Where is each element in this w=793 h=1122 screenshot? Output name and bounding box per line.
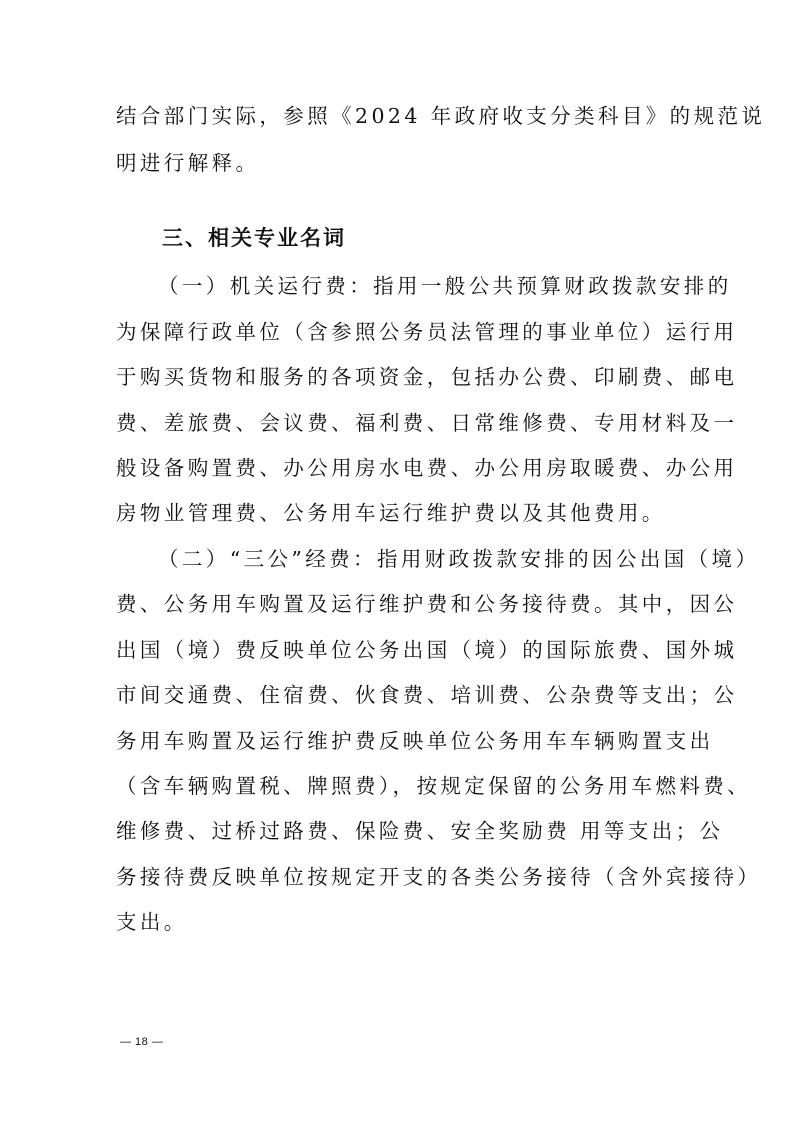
paragraph-2-line-3: 出国（境）费反映单位公务出国（境）的国际旅费、国外城	[116, 638, 738, 662]
paragraph-1-line-2: 为保障行政单位（含参照公务员法管理的事业单位）运行用	[116, 320, 738, 344]
paragraph-2-line-5: 务用车购置及运行维护费反映单位公务用车车辆购置支出	[116, 729, 714, 753]
paragraph-1-line-6: 房物业管理费、公务用车运行维护费以及其他费用。	[116, 501, 666, 525]
intro-line-1: 结合部门实际，参照《2024 年政府收支分类科目》的规范说	[116, 104, 766, 128]
paragraph-2-line-2: 费、公务用车购置及运行维护费和公务接待费。其中，因公	[116, 592, 738, 616]
section-heading: 三、相关专业名词	[162, 226, 346, 250]
paragraph-2-line-8: 务接待费反映单位按规定开支的各类公务接待（含外宾接待）	[116, 865, 762, 889]
paragraph-2-line-7: 维修费、过桥过路费、保险费、安全奖励费 用等支出；公	[116, 819, 724, 843]
paragraph-1-line-4: 费、差旅费、会议费、福利费、日常维修费、专用材料及一	[116, 411, 738, 435]
paragraph-2-line-4: 市间交通费、住宿费、伙食费、培训费、公杂费等支出；公	[116, 683, 738, 707]
paragraph-1-line-1: （一）机关运行费：指用一般公共预算财政拨款安排的	[158, 274, 732, 298]
paragraph-2-line-6: （含车辆购置税、牌照费），按规定保留的公务用车燃料费、	[116, 774, 752, 798]
paragraph-1-line-5: 般设备购置费、办公用房水电费、办公用房取暖费、办公用	[116, 456, 738, 480]
paragraph-2-line-1: （二）“三公”经费：指用财政拨款安排的因公出国（境）	[158, 547, 760, 571]
intro-line-2: 明进行解释。	[116, 151, 260, 175]
page-number: — 18 —	[120, 1036, 164, 1048]
paragraph-1-line-3: 于购买货物和服务的各项资金，包括办公费、印刷费、邮电	[116, 365, 738, 389]
paragraph-2-line-9: 支出。	[116, 910, 188, 934]
